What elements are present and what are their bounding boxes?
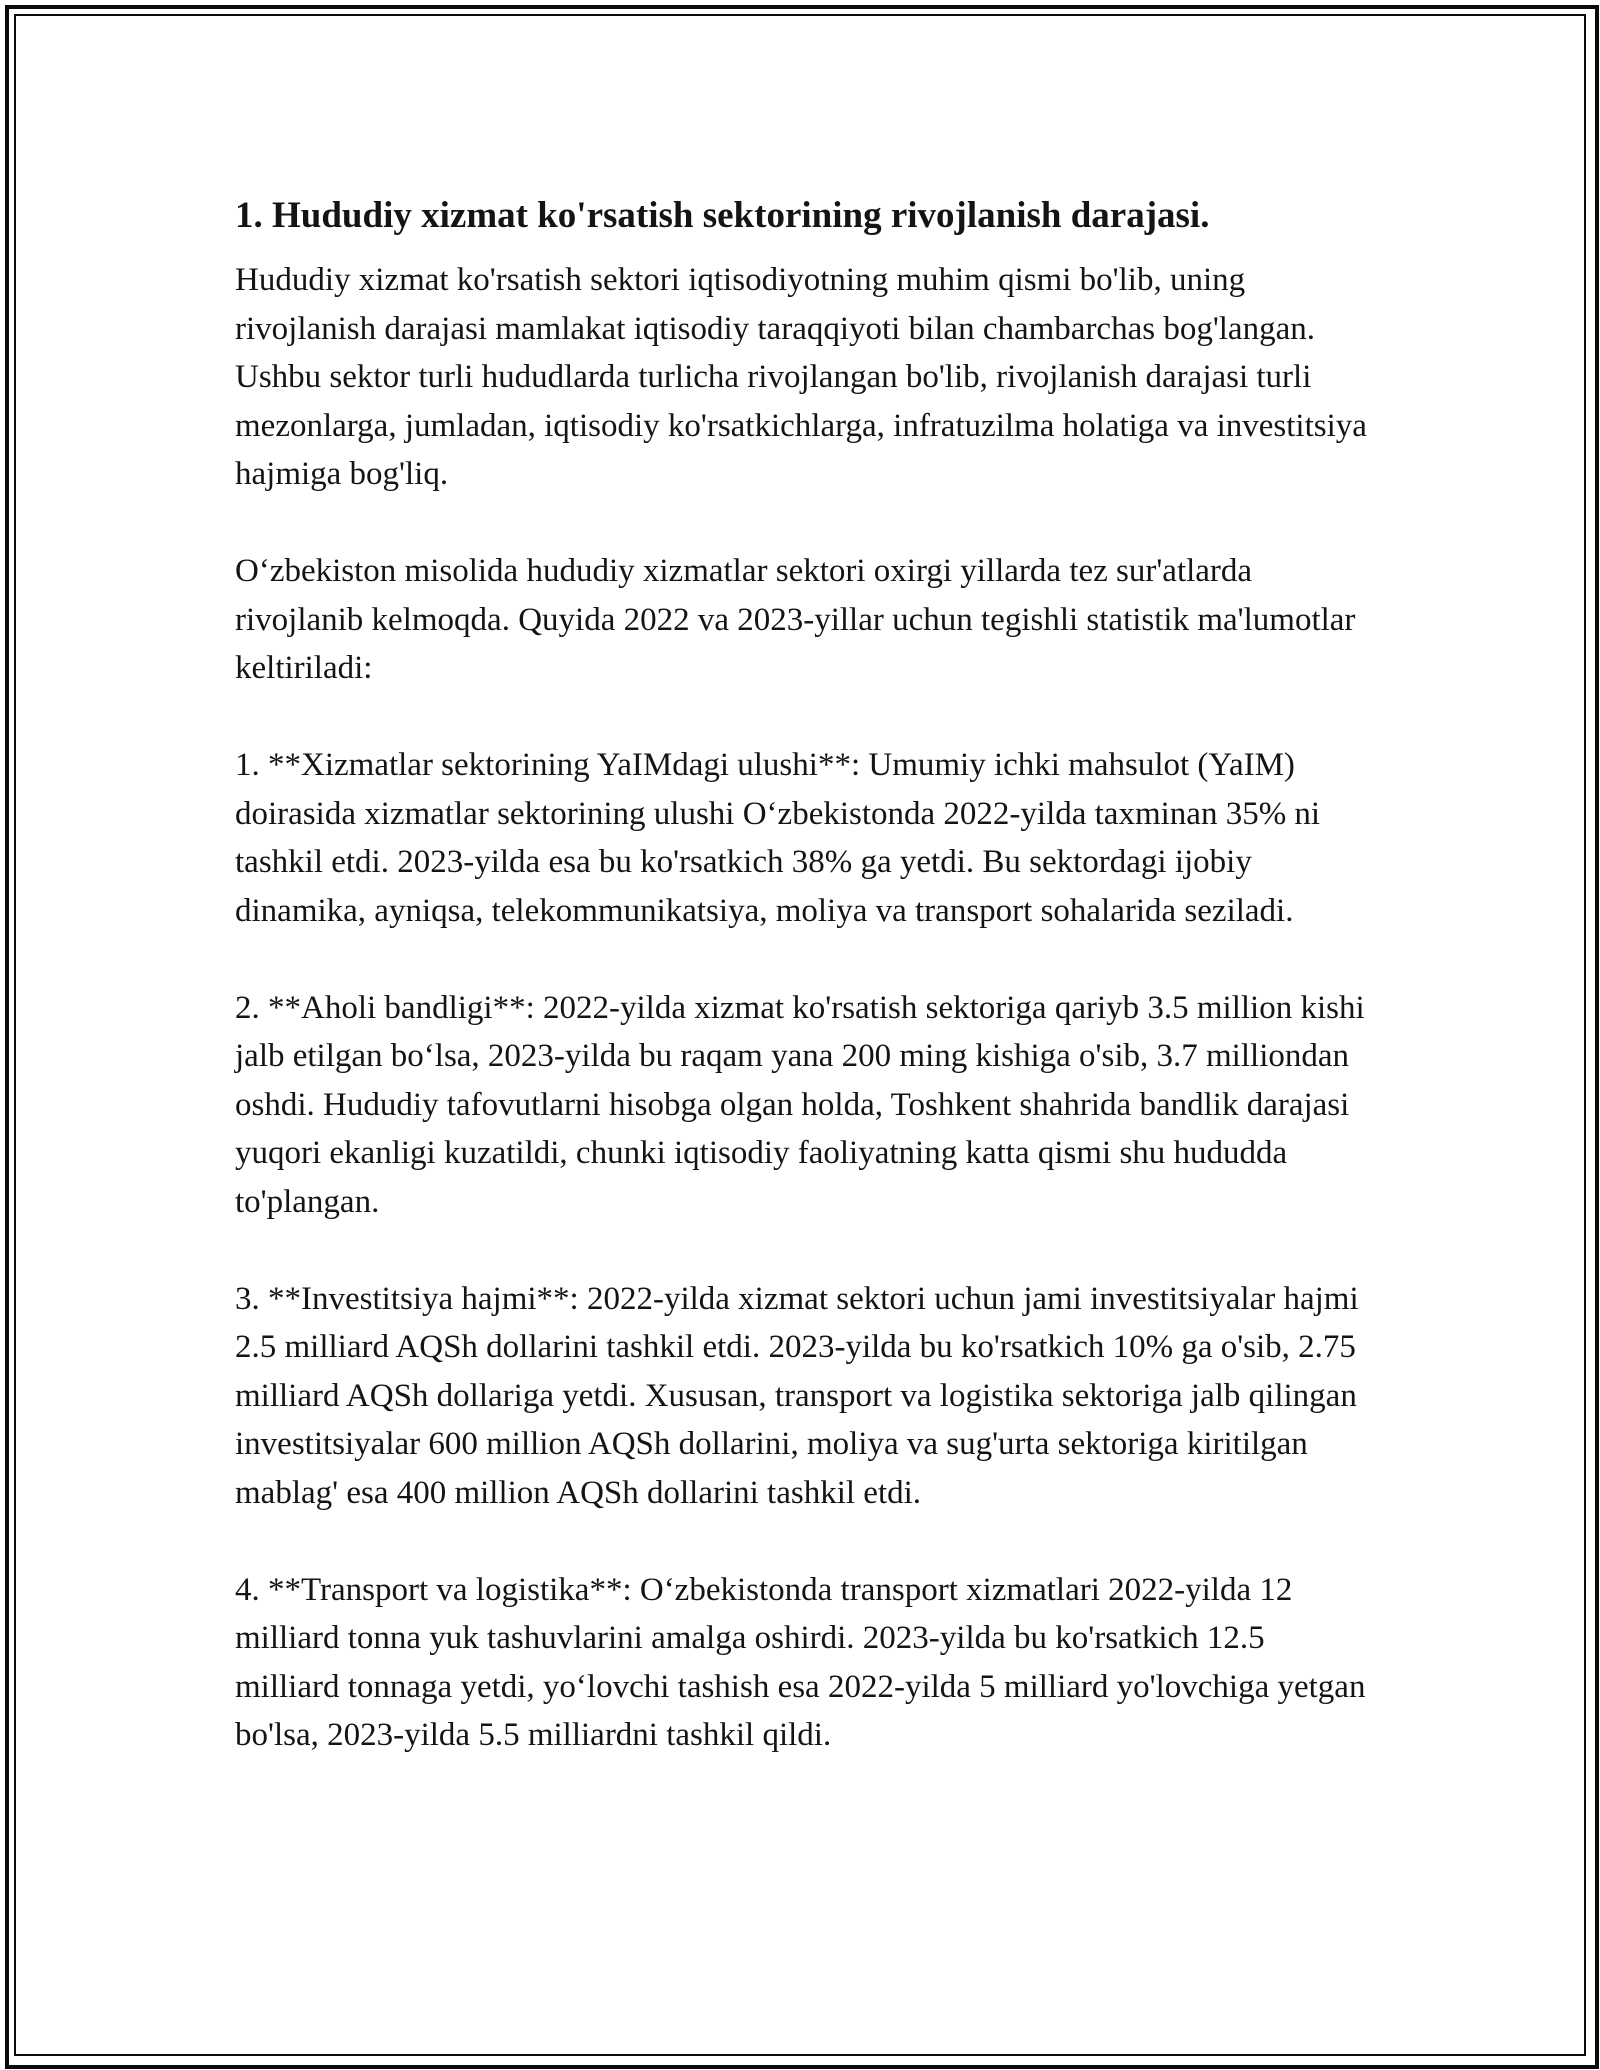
intro-paragraph: Hududiy xizmat ko'rsatish sektori iqtisodiyotning muhim qismi bo'lib, uning rivojlanish darajasi mamlakat iqtisodiy taraqqiyoti bilan chambarchas bog'langan. Ushbu sektor turli hududlarda turlicha rivojlangan bo'lib, rivojlanish darajasi turli mezonlarga, jumladan, iqtisodiy ko'rsatkichlarga, infratuzilma holatiga va investitsiya hajmiga bog'liq. (235, 262, 1367, 492)
item-gdp-share: 1. **Xizmatlar sektorining YaIMdagi ulushi**: Umumiy ichki mahsulot (YaIM) doirasida xizmatlar sektorining ulushi O‘zbekistonda 2022-yilda taxminan 35% ni tashkil etdi. 2023-yilda esa bu ko'rsatkich 38% ga yetdi. Bu sektordagi ijobiy dinamika, ayniqsa, telekommunikatsiya, moliya va transport sohalarida seziladi. (235, 747, 1321, 929)
context-paragraph: O‘zbekiston misolida hududiy xizmatlar sektori oxirgi yillarda tez sur'atlarda rivojlanib kelmoqda. Quyida 2022 va 2023-yillar uchun tegishli statistik ma'lumotlar keltiriladi: (235, 553, 1356, 686)
item-transport-logistics: 4. **Transport va logistika**: O‘zbekistonda transport xizmatlari 2022-yilda 12 milliard tonna yuk tashuvlarini amalga oshirdi. 2023-yilda bu ko'rsatkich 12.5 milliard tonnaga yetdi, yo‘lovchi tashish esa 2022-yilda 5 milliard yo'lovchiga yetgan bo'lsa, 2023-yilda 5.5 milliardni tashkil qildi. (235, 1571, 1366, 1753)
item-employment: 2. **Aholi bandligi**: 2022-yilda xizmat ko'rsatish sektoriga qariyb 3.5 million kishi jalb etilgan bo‘lsa, 2023-yilda bu raqam yana 200 ming kishiga o'sib, 3.7 milliondan oshdi. Hududiy tafovutlarni hisobga olgan holda, Toshkent shahrida bandlik darajasi yuqori ekanligi kuzatildi, chunki iqtisodiy faoliyatning katta qismi shu hududda to'plangan. (235, 989, 1365, 1220)
document-body (235, 188, 1375, 1760)
item-investment: 3. **Investitsiya hajmi**: 2022-yilda xizmat sektori uchun jami investitsiyalar hajmi 2.5 milliard AQSh dollarini tashkil etdi. 2023-yilda bu ko'rsatkich 10% ga o'sib, 2.75 milliard AQSh dollariga yetdi. Xususan, transport va logistika sektoriga jalb qilingan investitsiyalar 600 million AQSh dollarini, moliya va sug'urta sektoriga kiritilgan mablag' esa 400 million AQSh dollarini tashkil etdi. (235, 1280, 1359, 1511)
section-heading: 1. Hududiy xizmat ko'rsatish sektorining rivojlanish darajasi. (235, 195, 1210, 236)
